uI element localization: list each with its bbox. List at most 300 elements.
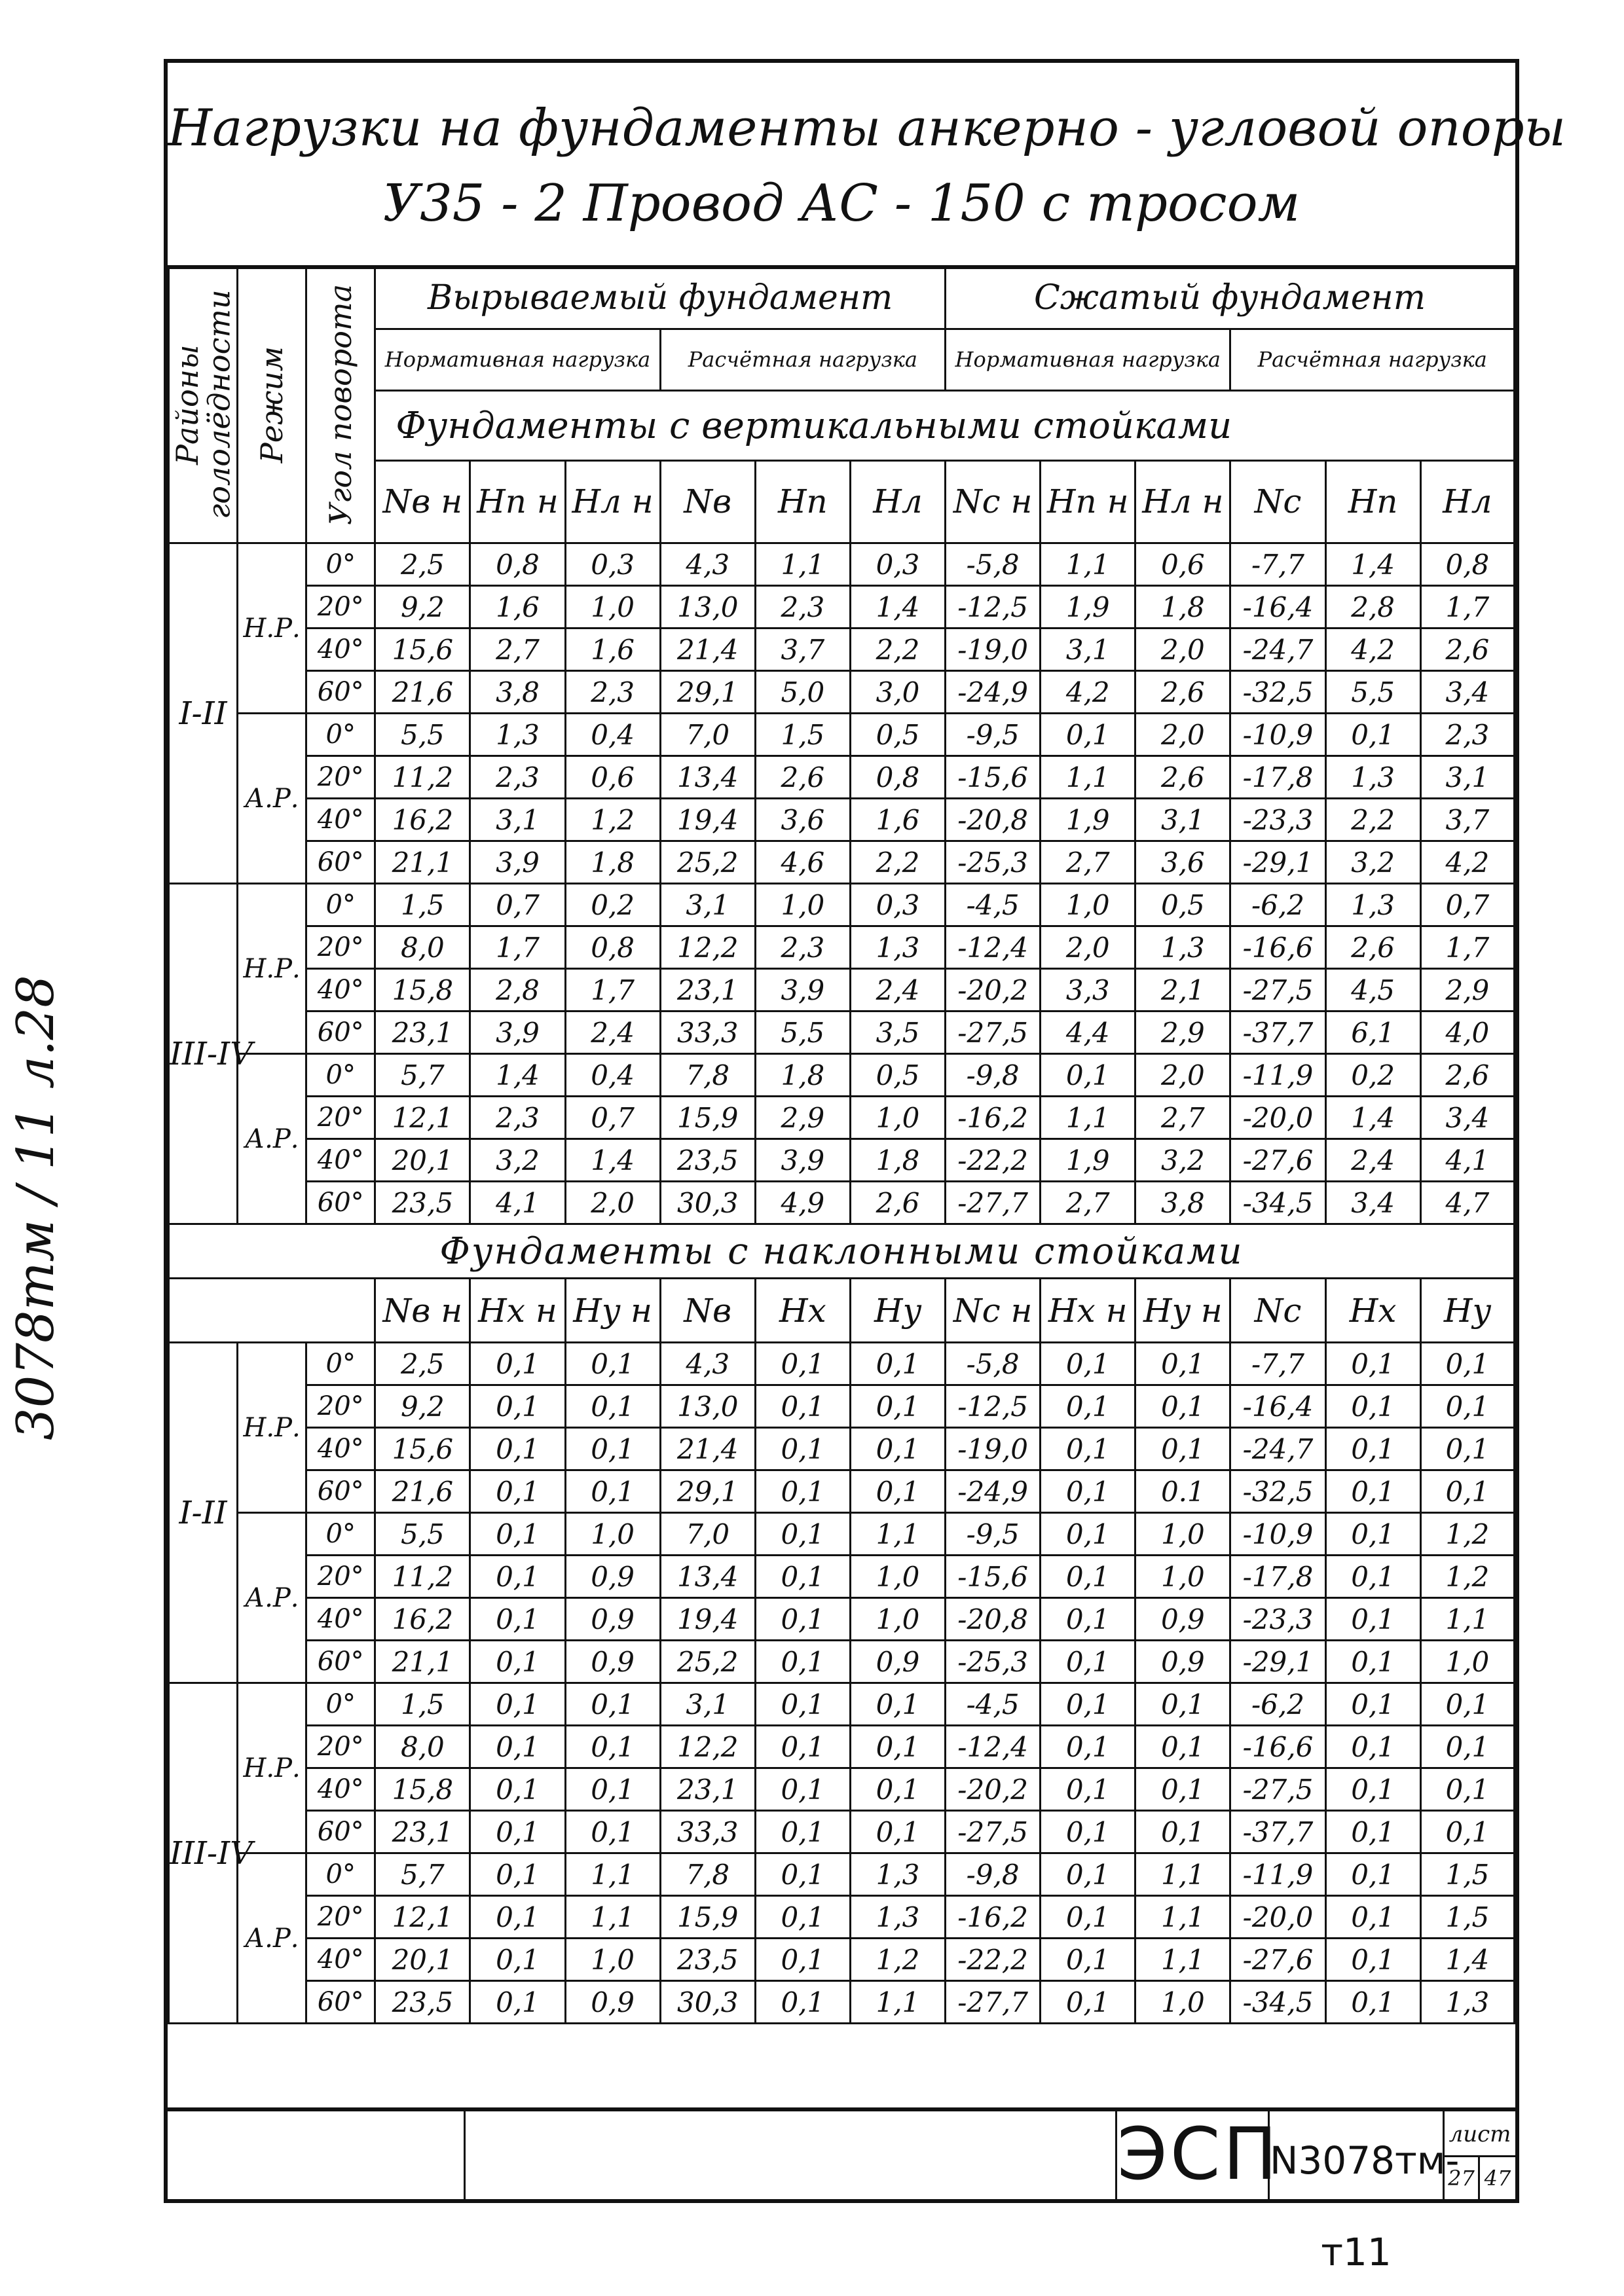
angle-cell: 60° xyxy=(306,1981,375,2024)
footer-cell-empty-2 xyxy=(466,2111,1117,2199)
value-cell: 0,1 xyxy=(1325,1853,1420,1896)
value-cell: 3,6 xyxy=(755,799,850,841)
loads-table xyxy=(168,265,1515,2024)
value-cell: 2,2 xyxy=(850,841,945,884)
column-header: Hп xyxy=(755,460,850,543)
value-cell: 1,1 xyxy=(755,543,850,586)
value-cell: 0,1 xyxy=(755,1726,850,1768)
column-header: Hл xyxy=(850,460,945,543)
header-mode: Режим xyxy=(238,266,306,543)
value-cell: 0,1 xyxy=(470,1896,565,1939)
value-cell: 0,1 xyxy=(755,1598,850,1641)
value-cell: 0.1 xyxy=(1135,1470,1230,1513)
table-row xyxy=(169,1768,1515,1811)
value-cell: 5,7 xyxy=(375,1853,470,1896)
value-cell: 23,1 xyxy=(660,1768,755,1811)
value-cell: 23,5 xyxy=(375,1981,470,2024)
value-cell: -11,9 xyxy=(1230,1853,1325,1896)
angle-cell: 0° xyxy=(306,714,375,756)
angle-cell: 20° xyxy=(306,1385,375,1428)
value-cell: 0,6 xyxy=(565,756,660,799)
table-row xyxy=(169,799,1515,841)
value-cell: 1,1 xyxy=(1135,1896,1230,1939)
value-cell: -29,1 xyxy=(1230,841,1325,884)
value-cell: 2,3 xyxy=(565,671,660,714)
column-header: Hx xyxy=(755,1279,850,1343)
value-cell: 0,9 xyxy=(565,1598,660,1641)
value-cell: 2,6 xyxy=(755,756,850,799)
value-cell: 3,1 xyxy=(660,1683,755,1726)
value-cell: -27,6 xyxy=(1230,1139,1325,1182)
value-cell: 0,1 xyxy=(1325,1726,1420,1768)
value-cell: 3,1 xyxy=(1420,756,1514,799)
value-cell: 0,7 xyxy=(1420,884,1514,926)
value-cell: 1,2 xyxy=(565,799,660,841)
angle-cell: 40° xyxy=(306,799,375,841)
value-cell: -27,7 xyxy=(946,1981,1041,2024)
value-cell: 0,1 xyxy=(1135,1768,1230,1811)
zone-cell: III-IV xyxy=(169,1683,238,2024)
value-cell: -32,5 xyxy=(1230,1470,1325,1513)
value-cell: 0,1 xyxy=(565,1726,660,1768)
value-cell: 1,1 xyxy=(565,1896,660,1939)
value-cell: 1,7 xyxy=(470,926,565,969)
vertical-foundations-body xyxy=(169,543,1515,1224)
value-cell: -16,2 xyxy=(946,1097,1041,1139)
table-row xyxy=(169,756,1515,799)
value-cell: 3,3 xyxy=(1041,969,1135,1011)
value-cell: 3,8 xyxy=(470,671,565,714)
value-cell: 0,1 xyxy=(1041,1683,1135,1726)
angle-cell: 60° xyxy=(306,1811,375,1853)
table-row xyxy=(169,1939,1515,1981)
title-line-1: Нагрузки на фундаменты анкерно - угловой опоры xyxy=(168,99,1566,158)
value-cell: 23,1 xyxy=(375,1011,470,1054)
value-cell: 4,7 xyxy=(1420,1182,1514,1224)
table-row xyxy=(169,586,1515,629)
value-cell: 0,1 xyxy=(755,1683,850,1726)
table-row xyxy=(169,969,1515,1011)
value-cell: 0,1 xyxy=(1420,1683,1514,1726)
angle-cell: 40° xyxy=(306,969,375,1011)
value-cell: 4,4 xyxy=(1041,1011,1135,1054)
value-cell: 1,9 xyxy=(1041,586,1135,629)
footer-organization: ЭСП xyxy=(1117,2112,1280,2196)
value-cell: 15,6 xyxy=(375,1428,470,1470)
angle-cell: 0° xyxy=(306,1343,375,1385)
value-cell: 1,0 xyxy=(565,586,660,629)
value-cell: 1,5 xyxy=(375,884,470,926)
value-cell: 0,1 xyxy=(470,1768,565,1811)
value-cell: -22,2 xyxy=(946,1139,1041,1182)
inclined-header-blank xyxy=(169,1279,375,1343)
angle-cell: 40° xyxy=(306,1939,375,1981)
value-cell: 25,2 xyxy=(660,1641,755,1683)
footer-sheets-total: 47 xyxy=(1484,2166,1511,2191)
value-cell: 0,1 xyxy=(755,1853,850,1896)
value-cell: 2,3 xyxy=(470,1097,565,1139)
value-cell: -19,0 xyxy=(946,1428,1041,1470)
value-cell: 0,1 xyxy=(1041,1853,1135,1896)
column-header: Hy xyxy=(1420,1279,1514,1343)
value-cell: 0,1 xyxy=(1325,1939,1420,1981)
value-cell: 1,5 xyxy=(1420,1896,1514,1939)
value-cell: 0,1 xyxy=(470,1556,565,1598)
value-cell: -29,1 xyxy=(1230,1641,1325,1683)
angle-cell: 0° xyxy=(306,1683,375,1726)
value-cell: 1,0 xyxy=(850,1598,945,1641)
value-cell: 1,4 xyxy=(1325,543,1420,586)
value-cell: -6,2 xyxy=(1230,884,1325,926)
header-row-groups xyxy=(169,266,1515,329)
value-cell: 3,4 xyxy=(1325,1182,1420,1224)
value-cell: 0,1 xyxy=(470,1343,565,1385)
column-header: Hл н xyxy=(1135,460,1230,543)
value-cell: 4,5 xyxy=(1325,969,1420,1011)
header-zones: Районы гололёдности xyxy=(169,266,238,543)
value-cell: 2,8 xyxy=(470,969,565,1011)
value-cell: 1,3 xyxy=(850,1896,945,1939)
value-cell: 3,9 xyxy=(470,1011,565,1054)
value-cell: 0,1 xyxy=(850,1768,945,1811)
value-cell: 15,9 xyxy=(660,1896,755,1939)
angle-cell: 20° xyxy=(306,756,375,799)
value-cell: -7,7 xyxy=(1230,543,1325,586)
value-cell: -24,7 xyxy=(1230,629,1325,671)
value-cell: -17,8 xyxy=(1230,756,1325,799)
column-header: Nс xyxy=(1230,1279,1325,1343)
value-cell: 0,1 xyxy=(1041,1343,1135,1385)
value-cell: 0,5 xyxy=(850,1054,945,1097)
value-cell: 0,1 xyxy=(1325,1385,1420,1428)
value-cell: -12,4 xyxy=(946,926,1041,969)
value-cell: 0,1 xyxy=(470,1598,565,1641)
value-cell: 1,2 xyxy=(1420,1513,1514,1556)
value-cell: 1,1 xyxy=(1135,1939,1230,1981)
value-cell: 23,5 xyxy=(375,1182,470,1224)
value-cell: 2,8 xyxy=(1325,586,1420,629)
value-cell: 3,9 xyxy=(470,841,565,884)
angle-cell: 40° xyxy=(306,1428,375,1470)
value-cell: 0,1 xyxy=(470,1470,565,1513)
value-cell: 1,8 xyxy=(1135,586,1230,629)
column-header: Hx н xyxy=(1041,1279,1135,1343)
value-cell: 5,7 xyxy=(375,1054,470,1097)
value-cell: 0,8 xyxy=(470,543,565,586)
angle-cell: 60° xyxy=(306,1641,375,1683)
value-cell: -12,4 xyxy=(946,1726,1041,1768)
inclined-section-title: Фундаменты с наклонными стойками xyxy=(169,1224,1515,1279)
value-cell: 3,7 xyxy=(755,629,850,671)
title-line-2: У35 - 2 Провод АС - 150 с тросом xyxy=(382,174,1301,233)
value-cell: 2,5 xyxy=(375,543,470,586)
table-header xyxy=(169,266,1515,543)
value-cell: 1,4 xyxy=(850,586,945,629)
value-cell: 5,5 xyxy=(755,1011,850,1054)
value-cell: -27,5 xyxy=(946,1011,1041,1054)
value-cell: 1,1 xyxy=(1041,543,1135,586)
value-cell: -24,9 xyxy=(946,1470,1041,1513)
value-cell: 0,1 xyxy=(850,1726,945,1768)
value-cell: 20,1 xyxy=(375,1139,470,1182)
value-cell: 2,3 xyxy=(755,586,850,629)
value-cell: 2,7 xyxy=(470,629,565,671)
value-cell: -10,9 xyxy=(1230,714,1325,756)
value-cell: 3,6 xyxy=(1135,841,1230,884)
value-cell: 2,0 xyxy=(1041,926,1135,969)
value-cell: 1,2 xyxy=(850,1939,945,1981)
value-cell: 1,3 xyxy=(1325,756,1420,799)
value-cell: 0,1 xyxy=(1325,1896,1420,1939)
value-cell: 21,6 xyxy=(375,1470,470,1513)
table-row xyxy=(169,1139,1515,1182)
value-cell: 0,1 xyxy=(755,1811,850,1853)
value-cell: 1,4 xyxy=(565,1139,660,1182)
value-cell: 4,2 xyxy=(1041,671,1135,714)
value-cell: 0,9 xyxy=(1135,1641,1230,1683)
mode-cell: Н.Р. xyxy=(238,884,306,1054)
value-cell: 0,1 xyxy=(470,1811,565,1853)
value-cell: 1,9 xyxy=(1041,799,1135,841)
value-cell: 1,8 xyxy=(850,1139,945,1182)
document-sheet xyxy=(164,59,1566,2274)
zone-cell: III-IV xyxy=(169,884,238,1224)
table-row xyxy=(169,1343,1515,1385)
value-cell: 0,1 xyxy=(1420,1343,1514,1385)
value-cell: 0,1 xyxy=(1135,1811,1230,1853)
value-cell: 16,2 xyxy=(375,1598,470,1641)
angle-cell: 60° xyxy=(306,1011,375,1054)
value-cell: 4,9 xyxy=(755,1182,850,1224)
column-header: Hп н xyxy=(470,460,565,543)
value-cell: 3,8 xyxy=(1135,1182,1230,1224)
value-cell: 12,1 xyxy=(375,1896,470,1939)
value-cell: 4,6 xyxy=(755,841,850,884)
value-cell: 0,1 xyxy=(470,1513,565,1556)
value-cell: 0,1 xyxy=(755,1981,850,2024)
angle-cell: 0° xyxy=(306,1513,375,1556)
value-cell: -9,5 xyxy=(946,714,1041,756)
value-cell: 0,8 xyxy=(1420,543,1514,586)
table-row xyxy=(169,1385,1515,1428)
value-cell: 0,1 xyxy=(1135,1726,1230,1768)
value-cell: 2,6 xyxy=(1135,756,1230,799)
value-cell: 0,1 xyxy=(850,1385,945,1428)
value-cell: -4,5 xyxy=(946,884,1041,926)
value-cell: 5,5 xyxy=(375,714,470,756)
value-cell: 1,0 xyxy=(1135,1513,1230,1556)
value-cell: 7,8 xyxy=(660,1054,755,1097)
value-cell: 0,1 xyxy=(565,1811,660,1853)
zone-cell: I-II xyxy=(169,543,238,884)
value-cell: 33,3 xyxy=(660,1811,755,1853)
value-cell: 7,0 xyxy=(660,714,755,756)
header-compressed-design: Расчётная нагрузка xyxy=(1230,329,1515,391)
value-cell: -27,7 xyxy=(946,1182,1041,1224)
value-cell: 1,0 xyxy=(755,884,850,926)
value-cell: 0,7 xyxy=(470,884,565,926)
value-cell: 13,0 xyxy=(660,1385,755,1428)
table-row xyxy=(169,1641,1515,1683)
value-cell: 3,2 xyxy=(470,1139,565,1182)
value-cell: 0,1 xyxy=(755,1641,850,1683)
table-row xyxy=(169,714,1515,756)
value-cell: -23,3 xyxy=(1230,1598,1325,1641)
table-row xyxy=(169,926,1515,969)
value-cell: 1,6 xyxy=(850,799,945,841)
value-cell: 0,1 xyxy=(1135,1428,1230,1470)
column-header: Nс н xyxy=(946,460,1041,543)
angle-cell: 60° xyxy=(306,671,375,714)
header-angle: Угол поворота xyxy=(306,266,375,543)
mode-cell: А.Р. xyxy=(238,1853,306,2024)
mode-cell: Н.Р. xyxy=(238,1683,306,1853)
value-cell: 3,9 xyxy=(755,1139,850,1182)
value-cell: 2,2 xyxy=(850,629,945,671)
value-cell: 1,8 xyxy=(755,1054,850,1097)
value-cell: 13,4 xyxy=(660,1556,755,1598)
header-pulled-normative: Нормативная нагрузка xyxy=(375,329,660,391)
angle-cell: 20° xyxy=(306,1097,375,1139)
angle-cell: 40° xyxy=(306,629,375,671)
value-cell: -7,7 xyxy=(1230,1343,1325,1385)
table-row xyxy=(169,1011,1515,1054)
value-cell: 1,2 xyxy=(1420,1556,1514,1598)
value-cell: -12,5 xyxy=(946,586,1041,629)
value-cell: 0,1 xyxy=(1325,1556,1420,1598)
value-cell: 1,0 xyxy=(565,1939,660,1981)
value-cell: 0,1 xyxy=(755,1556,850,1598)
value-cell: 0,1 xyxy=(1135,1385,1230,1428)
value-cell: 9,2 xyxy=(375,586,470,629)
table-row xyxy=(169,1097,1515,1139)
table-row xyxy=(169,884,1515,926)
value-cell: -16,4 xyxy=(1230,586,1325,629)
value-cell: 0,2 xyxy=(1325,1054,1420,1097)
column-header: Nв xyxy=(660,460,755,543)
value-cell: 4,2 xyxy=(1325,629,1420,671)
value-cell: 0,1 xyxy=(470,1853,565,1896)
angle-cell: 60° xyxy=(306,1470,375,1513)
value-cell: 2,4 xyxy=(850,969,945,1011)
value-cell: 0,1 xyxy=(565,1683,660,1726)
mode-cell: А.Р. xyxy=(238,1054,306,1224)
column-header: Hx н xyxy=(470,1279,565,1343)
value-cell: 21,1 xyxy=(375,841,470,884)
value-cell: 0,1 xyxy=(1420,1768,1514,1811)
value-cell: 0,1 xyxy=(1041,1556,1135,1598)
value-cell: -16,2 xyxy=(946,1896,1041,1939)
value-cell: 0,1 xyxy=(850,1811,945,1853)
value-cell: 1,3 xyxy=(470,714,565,756)
mode-cell: А.Р. xyxy=(238,1513,306,1683)
value-cell: 0,1 xyxy=(565,1470,660,1513)
column-header: Nв xyxy=(660,1279,755,1343)
value-cell: 2,9 xyxy=(1420,969,1514,1011)
value-cell: 2,3 xyxy=(470,756,565,799)
value-cell: -27,6 xyxy=(1230,1939,1325,1981)
angle-cell: 20° xyxy=(306,926,375,969)
value-cell: 1,0 xyxy=(850,1097,945,1139)
value-cell: 16,2 xyxy=(375,799,470,841)
value-cell: 1,3 xyxy=(1325,884,1420,926)
value-cell: 0,1 xyxy=(1420,1385,1514,1428)
value-cell: 1,1 xyxy=(1041,756,1135,799)
value-cell: 1,6 xyxy=(470,586,565,629)
table-row xyxy=(169,1811,1515,1853)
value-cell: 2,7 xyxy=(1135,1097,1230,1139)
value-cell: 2,9 xyxy=(1135,1011,1230,1054)
value-cell: -23,3 xyxy=(1230,799,1325,841)
value-cell: 1,7 xyxy=(1420,926,1514,969)
value-cell: 11,2 xyxy=(375,1556,470,1598)
footer-document-number xyxy=(1268,2111,1460,2274)
value-cell: -6,2 xyxy=(1230,1683,1325,1726)
table-row xyxy=(169,543,1515,586)
value-cell: -20,2 xyxy=(946,1768,1041,1811)
margin-note-text: 3078тм / 11 л.28 xyxy=(7,975,65,1440)
value-cell: -27,5 xyxy=(1230,1768,1325,1811)
value-cell: 2,6 xyxy=(1420,629,1514,671)
angle-cell: 60° xyxy=(306,1182,375,1224)
footer-document-number-text: N3078тм-т11 xyxy=(1270,2138,1460,2274)
table-row xyxy=(169,671,1515,714)
angle-cell: 40° xyxy=(306,1768,375,1811)
value-cell: 2,0 xyxy=(1135,629,1230,671)
value-cell: 0,1 xyxy=(1420,1726,1514,1768)
footer-sheet-box xyxy=(1445,2111,1515,2199)
value-cell: 1,5 xyxy=(755,714,850,756)
value-cell: 1,0 xyxy=(1135,1981,1230,2024)
value-cell: 0,2 xyxy=(565,884,660,926)
value-cell: 0,1 xyxy=(850,1343,945,1385)
value-cell: -32,5 xyxy=(1230,671,1325,714)
value-cell: -22,2 xyxy=(946,1939,1041,1981)
value-cell: -20,8 xyxy=(946,1598,1041,1641)
value-cell: -34,5 xyxy=(1230,1182,1325,1224)
value-cell: 1,9 xyxy=(1041,1139,1135,1182)
footer-cell-empty-1 xyxy=(168,2111,466,2199)
value-cell: 0,1 xyxy=(1041,1939,1135,1981)
angle-cell: 20° xyxy=(306,586,375,629)
footer-sheet-number: 27 xyxy=(1445,2157,1480,2203)
value-cell: 2,2 xyxy=(1325,799,1420,841)
header-compressed-foundation: Сжатый фундамент xyxy=(946,266,1515,329)
table-row xyxy=(169,1513,1515,1556)
value-cell: 2,0 xyxy=(565,1182,660,1224)
value-cell: -9,8 xyxy=(946,1853,1041,1896)
value-cell: -37,7 xyxy=(1230,1011,1325,1054)
value-cell: 5,5 xyxy=(375,1513,470,1556)
value-cell: 1,0 xyxy=(1420,1641,1514,1683)
value-cell: 0,1 xyxy=(470,1981,565,2024)
value-cell: 0,3 xyxy=(565,543,660,586)
value-cell: 1,5 xyxy=(375,1683,470,1726)
table-row xyxy=(169,629,1515,671)
value-cell: 1,3 xyxy=(1420,1981,1514,2024)
inclined-section-header xyxy=(169,1224,1515,1343)
value-cell: 3,5 xyxy=(850,1011,945,1054)
value-cell: 0,7 xyxy=(565,1097,660,1139)
value-cell: 0,1 xyxy=(1325,1641,1420,1683)
value-cell: 25,2 xyxy=(660,841,755,884)
angle-cell: 0° xyxy=(306,884,375,926)
value-cell: 1,1 xyxy=(565,1853,660,1896)
column-header: Hп н xyxy=(1041,460,1135,543)
value-cell: 23,5 xyxy=(660,1139,755,1182)
value-cell: 1,0 xyxy=(565,1513,660,1556)
angle-cell: 40° xyxy=(306,1139,375,1182)
